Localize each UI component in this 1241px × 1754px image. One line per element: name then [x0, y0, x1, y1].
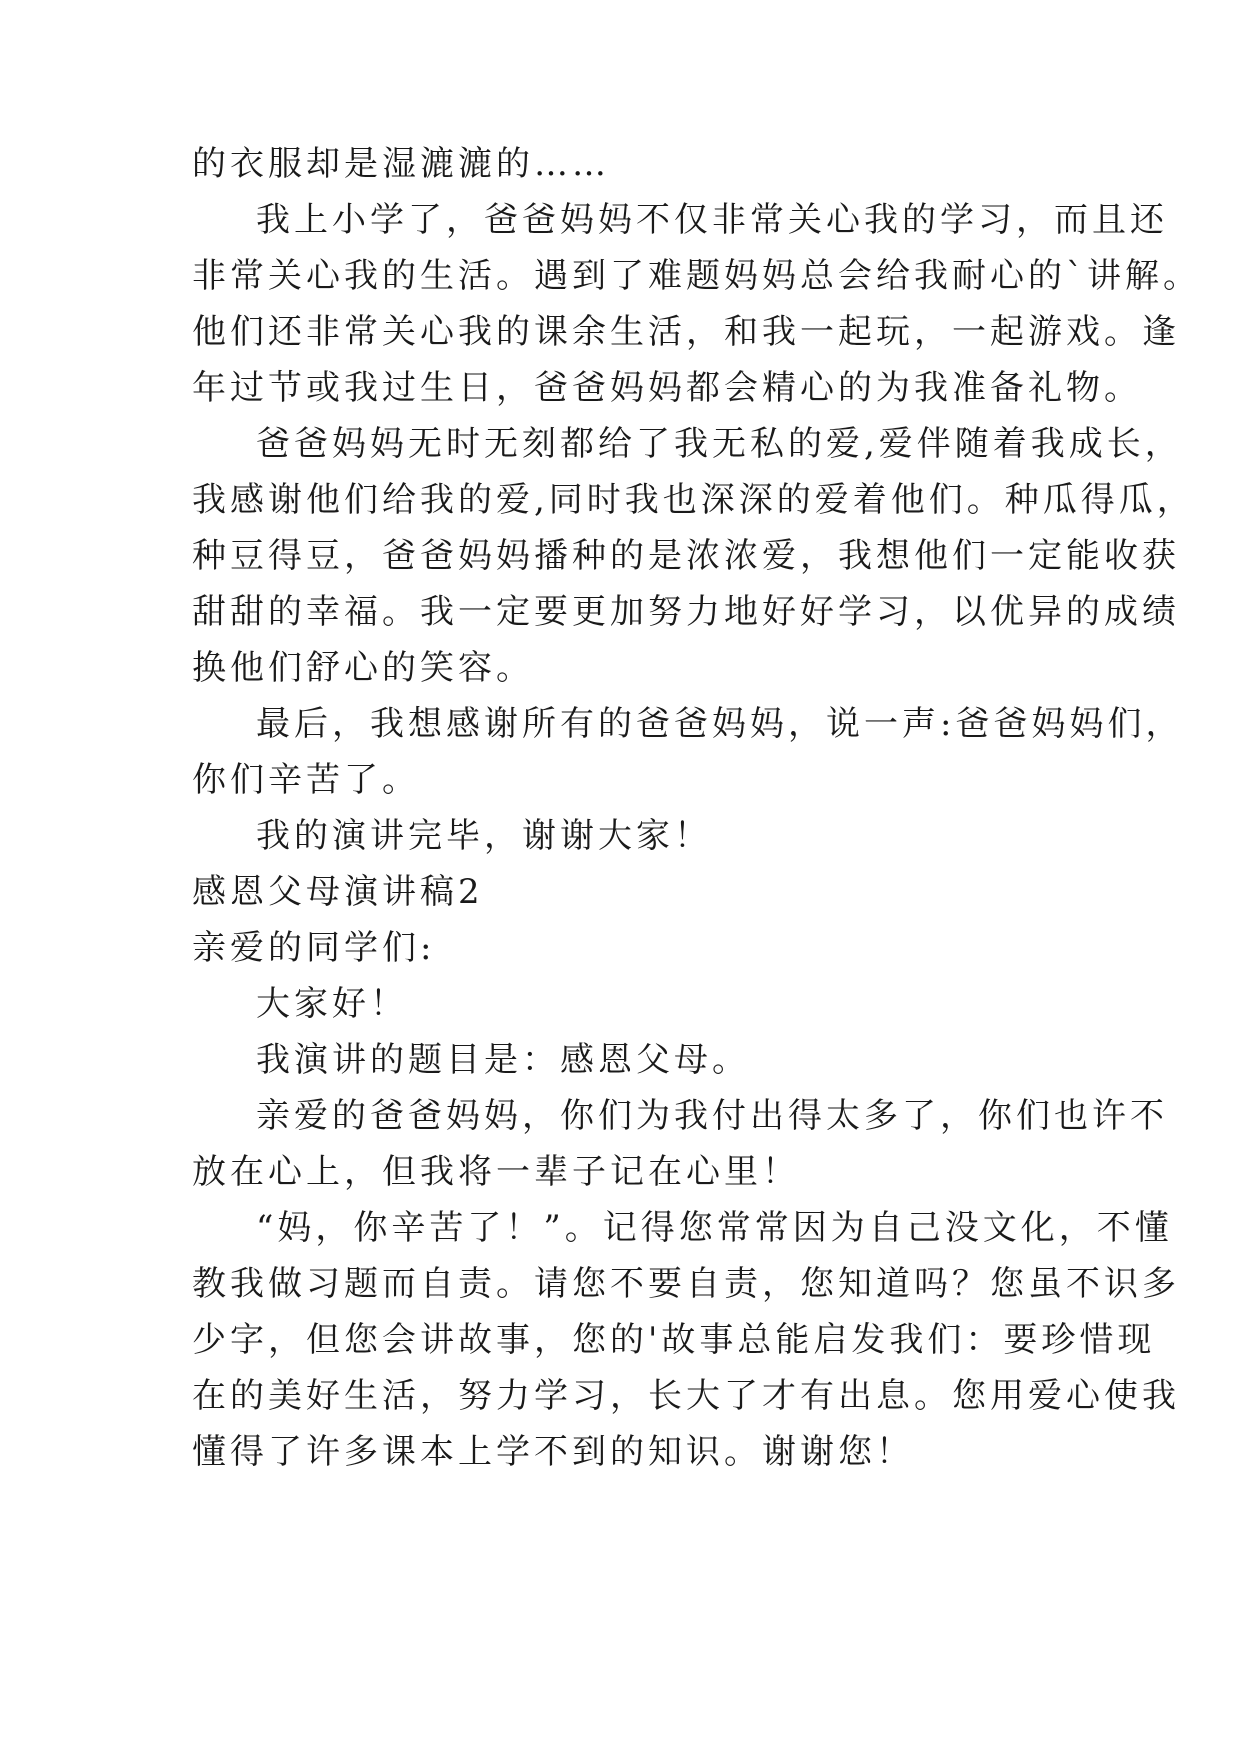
- body-line: 在的美好生活，努力学习，长大了才有出息。您用爱心使我: [192, 1376, 1180, 1416]
- body-line: 的衣服却是湿漉漉的……: [192, 144, 610, 184]
- body-line: 他们还非常关心我的课余生活，和我一起玩，一起游戏。逢: [192, 312, 1180, 352]
- paragraph-first-line: 我演讲的题目是：感恩父母。: [256, 1040, 750, 1080]
- body-line: 放在心上，但我将一辈子记在心里！: [192, 1152, 800, 1192]
- section-title: 感恩父母演讲稿2: [192, 872, 484, 912]
- greeting: 大家好！: [256, 984, 408, 1024]
- body-line: 少字，但您会讲故事，您的'故事总能启发我们：要珍惜现: [192, 1320, 1156, 1360]
- paragraph-first-line: 我上小学了，爸爸妈妈不仅非常关心我的学习，而且还: [256, 200, 1168, 240]
- body-line: 教我做习题而自责。请您不要自责，您知道吗？您虽不识多: [192, 1264, 1180, 1304]
- paragraph-first-line: “妈，你辛苦了！”。记得您常常因为自己没文化，不懂: [256, 1208, 1173, 1248]
- paragraph-first-line: 亲爱的爸爸妈妈，你们为我付出得太多了，你们也许不: [256, 1096, 1168, 1136]
- body-line: 懂得了许多课本上学不到的知识。谢谢您！: [192, 1432, 914, 1472]
- salutation: 亲爱的同学们:: [192, 928, 436, 968]
- body-line: 年过节或我过生日，爸爸妈妈都会精心的为我准备礼物。: [192, 368, 1142, 408]
- paragraph-first-line: 我的演讲完毕，谢谢大家！: [256, 816, 712, 856]
- body-line: 种豆得豆，爸爸妈妈播种的是浓浓爱，我想他们一定能收获: [192, 536, 1180, 576]
- body-line: 你们辛苦了。: [192, 760, 420, 800]
- paragraph-first-line: 最后，我想感谢所有的爸爸妈妈，说一声:爸爸妈妈们，: [256, 704, 1184, 744]
- paragraph-first-line: 爸爸妈妈无时无刻都给了我无私的爱,爱伴随着我成长，: [256, 424, 1183, 464]
- body-line: 甜甜的幸福。我一定要更加努力地好好学习，以优异的成绩: [192, 592, 1180, 632]
- body-line: 我感谢他们给我的爱,同时我也深深的爱着他们。种瓜得瓜，: [192, 480, 1195, 520]
- body-line: 非常关心我的生活。遇到了难题妈妈总会给我耐心的`讲解。: [192, 256, 1201, 296]
- body-line: 换他们舒心的笑容。: [192, 648, 534, 688]
